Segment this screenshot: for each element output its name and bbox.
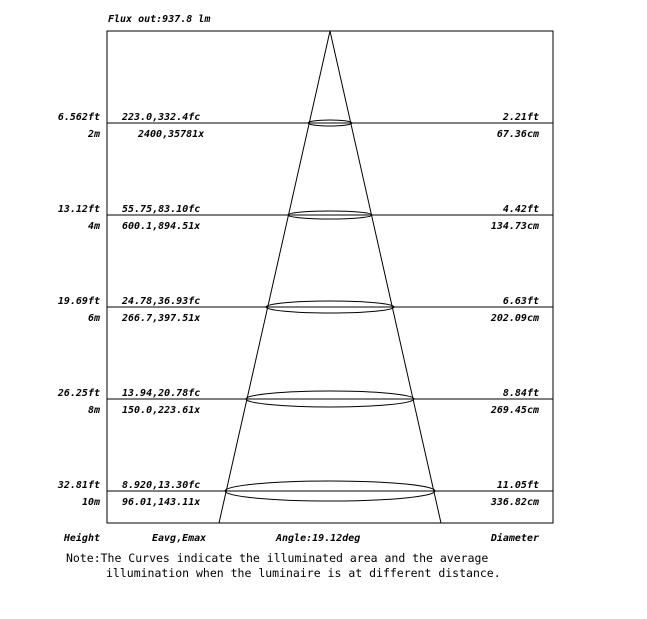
height-m: 8m — [87, 405, 100, 416]
height-ft: 6.562ft — [57, 112, 100, 123]
diameter-ft: 8.84ft — [502, 388, 539, 399]
row-4m — [58, 204, 553, 232]
diameter-ft: 11.05ft — [496, 480, 539, 491]
row-10m — [57, 480, 553, 508]
beam-left-edge — [219, 31, 330, 523]
diagram-frame — [107, 31, 553, 523]
note-line-1: Note:The Curves indicate the illuminated area and the average — [66, 551, 489, 565]
diameter-cm: 269.45cm — [490, 405, 539, 416]
row-2m — [58, 112, 553, 140]
height-m: 10m — [81, 497, 100, 508]
diameter-cm: 67.36cm — [496, 129, 539, 140]
height-ft: 13.12ft — [57, 204, 100, 215]
diameter-cm: 202.09cm — [490, 313, 539, 324]
diameter-cm: 336.82cm — [490, 497, 539, 508]
diameter-ft: 4.42ft — [502, 204, 539, 215]
eavg-lx: 150.0,223.61x — [122, 405, 201, 416]
diameter-ft: 2.21ft — [502, 112, 539, 123]
eavg-fc: 13.94,20.78fc — [122, 388, 201, 399]
beam-right-edge — [330, 31, 441, 523]
eavg-fc: 24.78,36.93fc — [122, 296, 201, 307]
flux-label: Flux out:937.8 lm — [108, 14, 211, 25]
height-m: 4m — [87, 221, 100, 232]
height-m: 6m — [87, 313, 100, 324]
height-ft: 26.25ft — [57, 388, 100, 399]
eavg-lx: 600.1,894.51x — [122, 221, 201, 232]
note-line-2: illumination when the luminaire is at different distance. — [106, 566, 501, 580]
height-m: 2m — [87, 129, 100, 140]
eavg-fc: 223.0,332.4fc — [122, 112, 201, 123]
height-column-label: Height — [63, 533, 100, 544]
eavg-fc: 55.75,83.10fc — [122, 204, 201, 215]
eavg-lx: 2400,35781x — [138, 129, 205, 140]
eavg-fc: 8.920,13.30fc — [122, 480, 201, 491]
eavg-lx: 96.01,143.11x — [122, 497, 201, 508]
height-ft: 19.69ft — [57, 296, 100, 307]
diameter-column-label: Diameter — [490, 533, 539, 544]
angle-label: Angle:19.12deg — [276, 533, 361, 544]
height-ft: 32.81ft — [57, 480, 100, 491]
diameter-cm: 134.73cm — [490, 221, 539, 232]
diameter-ft: 6.63ft — [502, 296, 539, 307]
eavg-lx: 266.7,397.51x — [122, 313, 201, 324]
eavg-column-label: Eavg,Emax — [152, 533, 207, 544]
row-8m — [57, 388, 553, 416]
row-6m — [58, 296, 553, 324]
